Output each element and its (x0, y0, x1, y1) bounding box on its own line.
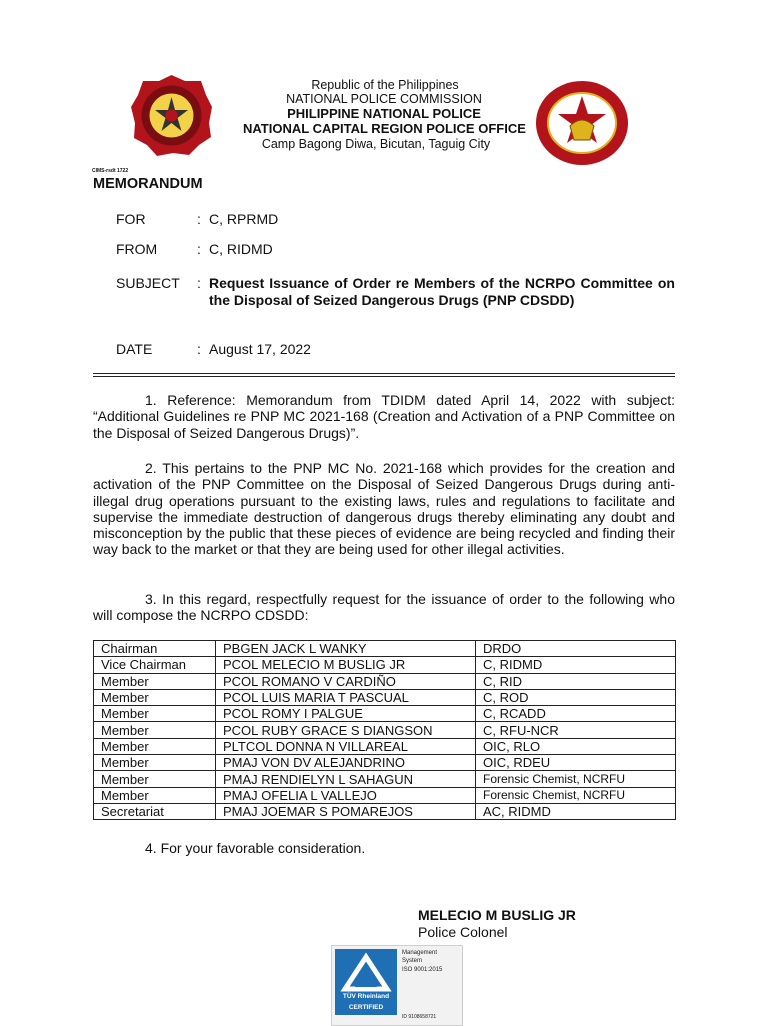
role-cell: Member (94, 771, 216, 787)
name-cell: PLTCOL DONNA N VILLAREAL (216, 738, 476, 754)
pnp-seal-icon (129, 73, 214, 158)
table-row (94, 641, 676, 657)
table-row (94, 787, 676, 803)
role-cell: Member (94, 689, 216, 705)
name-cell: PCOL LUIS MARIA T PASCUAL (216, 689, 476, 705)
role-cell: Member (94, 787, 216, 803)
table-row (94, 771, 676, 787)
role-cell: Chairman (94, 641, 216, 657)
header-line-5: Camp Bagong Diwa, Bicutan, Taguig City (261, 137, 491, 151)
role-cell: Member (94, 706, 216, 722)
certification-badge (331, 945, 463, 1026)
role-cell: Member (94, 755, 216, 771)
table-row (94, 673, 676, 689)
table-row (94, 706, 676, 722)
office-cell: C, RFU-NCR (476, 722, 676, 738)
tuv-logo-icon (335, 949, 397, 1015)
table-row (94, 755, 676, 771)
tuv-brand: TÜV Rheinland (342, 993, 390, 1000)
for-label: FOR (116, 211, 146, 227)
signatory-name: MELECIO M BUSLIG JR (418, 907, 576, 923)
colon: : (197, 275, 201, 291)
memo-title: MEMORANDUM (93, 176, 203, 192)
office-cell: C, RID (476, 673, 676, 689)
role-cell: Member (94, 673, 216, 689)
date-label: DATE (116, 341, 153, 357)
paragraph-3: 3. In this regard, respectfully request for the issuance of order to the following who will compose the NCRPO CDSDD: (93, 591, 675, 624)
name-cell: PCOL ROMANO V CARDIÑO (216, 673, 476, 689)
cert-badge-label: CERTIFIED (348, 1004, 384, 1011)
header-line-1: Republic of the Philippines (311, 78, 459, 92)
table-row (94, 738, 676, 754)
office-cell: OIC, RLO (476, 738, 676, 754)
divider (93, 376, 675, 377)
for-value: C, RPRMD (209, 211, 279, 227)
cert-id: ID 9108658721 (402, 1014, 437, 1020)
office-cell: C, ROD (476, 689, 676, 705)
subject-value: Request Issuance of Order re Members of the NCRPO Committee on the Disposal of Seized Dangerous Drugs (PNP CDSDD) (209, 275, 675, 308)
office-cell: OIC, RDEU (476, 755, 676, 771)
table-row (94, 722, 676, 738)
subject-label: SUBJECT (116, 275, 180, 291)
control-number: CIMS-rsdt 1722 (92, 168, 129, 174)
divider (93, 373, 675, 374)
signatory-rank: Police Colonel (418, 924, 508, 940)
header-line-3: PHILIPPINE NATIONAL POLICE (287, 106, 481, 121)
office-cell: DRDO (476, 641, 676, 657)
office-cell: Forensic Chemist, NCRFU (476, 771, 676, 787)
cert-line-1: Management (402, 950, 438, 956)
paragraph-2: 2. This pertains to the PNP MC No. 2021-168 which provides for the creation and activation of the PNP Committee on the Disposal of Seized Dangerous Drugs during anti-illegal drug operations pursuant to the existing laws, rules and regulations to facilitate and supervise the immediate destruction of dangerous drugs thereby eliminating any doubt and misconception by the public that these pieces of evidence are being recycled and finding their way back to the market or that they are being used for other illegal activities. (93, 460, 675, 558)
name-cell: PCOL ROMY I PALGUE (216, 706, 476, 722)
cert-line-2: System (402, 958, 423, 964)
name-cell: PMAJ VON DV ALEJANDRINO (216, 755, 476, 771)
members-table (93, 640, 676, 820)
role-cell: Vice Chairman (94, 657, 216, 673)
office-cell: C, RIDMD (476, 657, 676, 673)
table-row (94, 657, 676, 673)
from-value: C, RIDMD (209, 241, 273, 257)
ncrpo-seal-icon (534, 80, 630, 166)
cert-line-3: ISO 9001:2015 (402, 967, 443, 973)
name-cell: PBGEN JACK L WANKY (216, 641, 476, 657)
name-cell: PMAJ JOEMAR S POMAREJOS (216, 803, 476, 819)
office-cell: C, RCADD (476, 706, 676, 722)
role-cell: Secretariat (94, 803, 216, 819)
name-cell: PCOL RUBY GRACE S DIANGSON (216, 722, 476, 738)
date-value: August 17, 2022 (209, 341, 311, 357)
paragraph-4: 4. For your favorable consideration. (145, 840, 366, 856)
office-cell: AC, RIDMD (476, 803, 676, 819)
role-cell: Member (94, 722, 216, 738)
colon: : (197, 211, 201, 227)
header-line-2: NATIONAL POLICE COMMISSION (286, 92, 482, 106)
office-cell: Forensic Chemist, NCRFU (476, 787, 676, 803)
table-row (94, 689, 676, 705)
name-cell: PCOL MELECIO M BUSLIG JR (216, 657, 476, 673)
paragraph-1: 1. Reference: Memorandum from TDIDM dated April 14, 2022 with subject: “Additional Guidelines re PNP MC 2021-168 (Creation and Activation of a PNP Committee on the Disposal of Seized Dangerous Drugs)”. (93, 392, 675, 441)
from-label: FROM (116, 241, 158, 257)
header-line-4: NATIONAL CAPITAL REGION POLICE OFFICE (243, 121, 526, 136)
name-cell: PMAJ OFELIA L VALLEJO (216, 787, 476, 803)
name-cell: PMAJ RENDIELYN L SAHAGUN (216, 771, 476, 787)
table-row (94, 803, 676, 819)
role-cell: Member (94, 738, 216, 754)
colon: : (197, 341, 201, 357)
colon: : (197, 241, 201, 257)
